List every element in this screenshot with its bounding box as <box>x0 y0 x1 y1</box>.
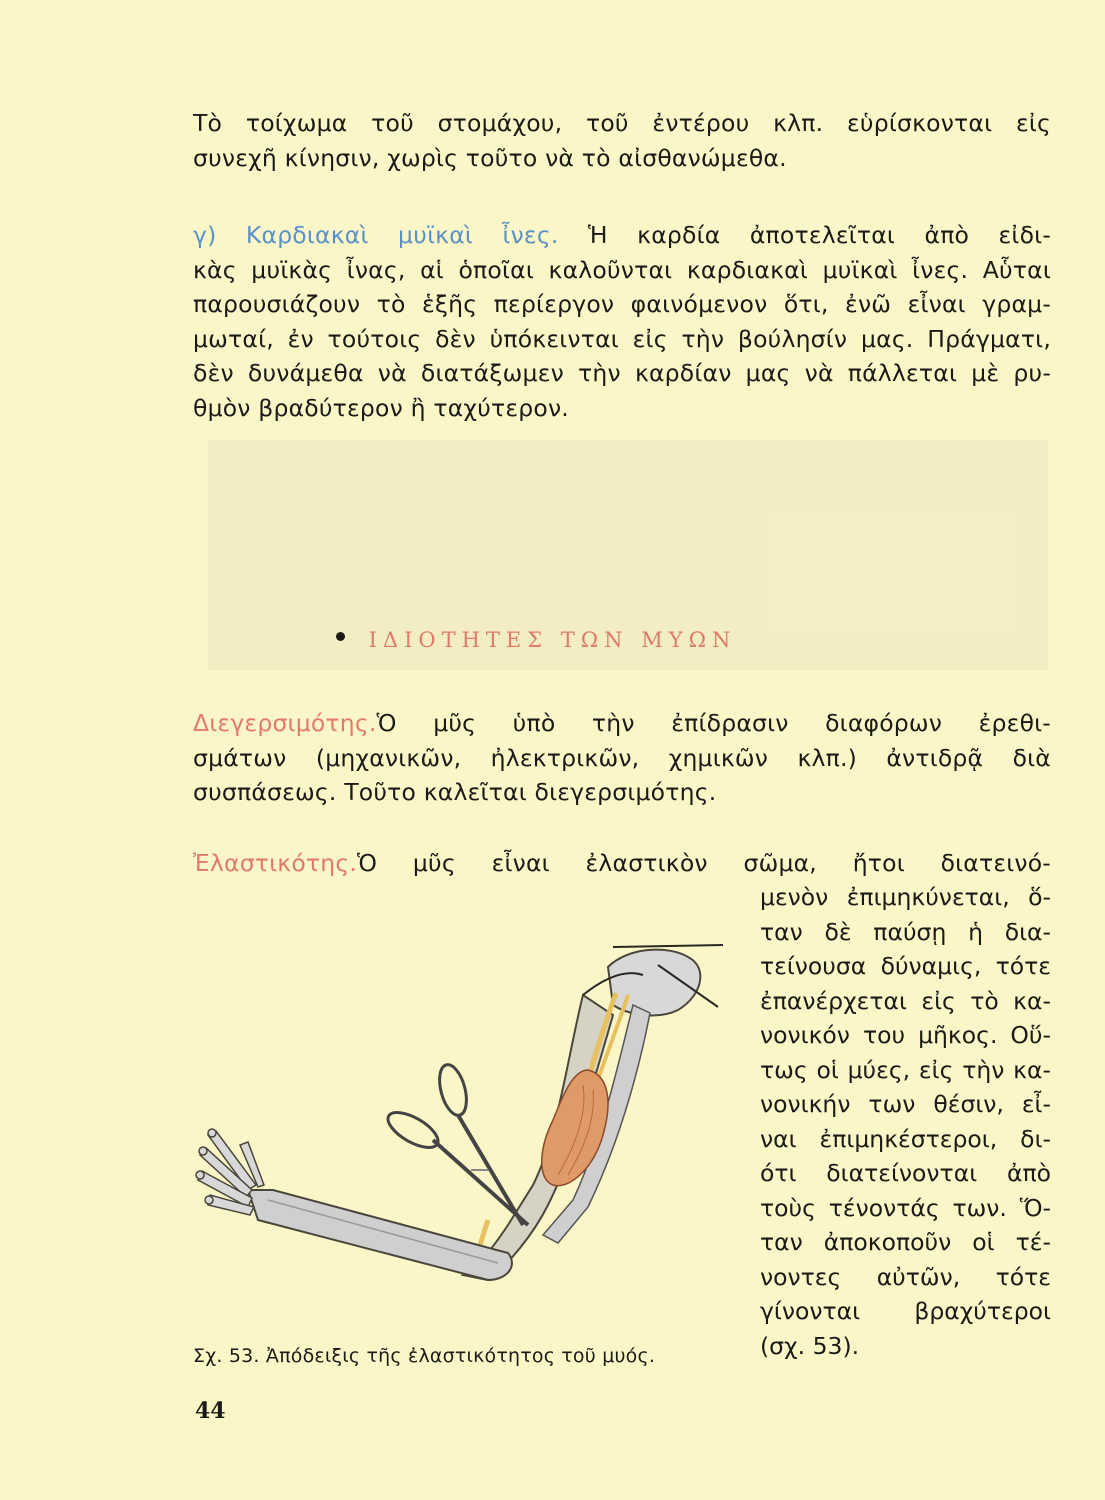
text-line: τείνουσα δύναμις, τότε <box>760 952 1051 980</box>
text-line: σμάτων (μηχανικῶν, ἠλεκτρικῶν, χημικῶν κλπ.) ἀντιδρᾷ διὰ <box>193 743 1051 772</box>
knuckle <box>205 1196 213 1204</box>
text-line: παρουσιάζουν τὸ ἑξῆς περίεργον φαινόμενον ὅτι, ἐνῶ εἶναι γραμ- <box>193 290 1051 318</box>
text-line <box>193 218 1051 253</box>
text-fragment: Ὁ μῦς εἶναι ἐλαστικὸν σῶμα, ἤτοι διατεινό- <box>357 849 1051 877</box>
figure-caption: Σχ. 53. Ἀπόδειξις τῆς ἐλαστικότητος τοῦ μυός. <box>193 1345 656 1367</box>
text-line: ταν ἀποκοποῦν οἱ τέ- <box>760 1228 1051 1256</box>
text-line: τοὺς τένοντάς των. Ὅ- <box>760 1193 1051 1222</box>
text-line: Τὸ τοίχωμα τοῦ στομάχου, τοῦ ἐντέρου κλπ. εὑρίσκονται εἰς <box>193 109 1051 137</box>
text-line: μωταί, ἐν τούτοις δὲν ὑπόκεινται εἰς τὴν βούλησίν μας. Πράγματι, <box>193 324 1051 353</box>
knuckle <box>199 1147 207 1155</box>
text-line: δὲν δυνάμεθα νὰ διατάξωμεν τὴν καρδίαν μας νὰ πάλλεται μὲ ρυ- <box>193 359 1051 387</box>
text-line <box>193 846 1051 881</box>
paragraph-digestive-movement <box>193 106 1051 175</box>
text-line: κὰς μυϊκὰς ἶνας, αἱ ὁποῖαι καλοῦνται καρδιακαὶ μυϊκαὶ ἶνες. Αὗται <box>193 255 1051 284</box>
text-line: νοντες αὐτῶν, τότε <box>760 1262 1051 1291</box>
page-number: 44 <box>195 1398 226 1424</box>
outline-line <box>613 945 723 947</box>
text-line: ταν δὲ παύσῃ ἡ δια- <box>760 917 1051 946</box>
text-line: ότι διατείνονται ἀπὸ <box>760 1159 1051 1187</box>
forearm <box>248 1190 512 1280</box>
paragraph-excitability <box>193 706 1051 810</box>
text-line: τως οἱ μύες, εἰς τὴν κα- <box>760 1055 1051 1084</box>
arm-muscle-illustration <box>188 935 738 1335</box>
text-line: μενὸν ἐπιμηκύνεται, ὅ- <box>760 883 1051 911</box>
text-line: συνεχῆ κίνησιν, χωρὶς τοῦτο νὰ τὸ αἰσθανώμεθα. <box>193 143 787 172</box>
paragraph-elasticity <box>193 846 1051 881</box>
section-title: ΙΔΙΟΤΗΤΕΣ ΤΩΝ ΜΥΩΝ <box>368 628 737 652</box>
text-line: συσπάσεως. Τοῦτο καλεῖται διεγερσιμότης. <box>193 778 717 806</box>
elasticity-column-text <box>760 880 1051 1363</box>
knuckle <box>196 1171 204 1179</box>
scissors-ring <box>383 1106 443 1155</box>
text-fragment: Ὁ μῦς ὑπὸ τὴν ἐπίδρασιν διαφόρων ἐρεθι- <box>376 709 1051 737</box>
text-line: ναι ἐπιμηκέστεροι, δι- <box>760 1124 1051 1153</box>
shoulder-bone <box>608 950 700 1016</box>
scissors-icon <box>383 1062 528 1225</box>
paragraph-cardiac-fibers <box>193 218 1051 425</box>
knuckle <box>208 1129 216 1137</box>
text-line: ἐπανέρχεται εἰς τὸ κα- <box>760 986 1051 1015</box>
excitability-heading: Διεγερσιμότης. <box>193 709 377 737</box>
text-line: γίνονται βραχύτεροι <box>760 1297 1051 1325</box>
text-line <box>193 706 1051 741</box>
scissors-ring <box>435 1062 472 1118</box>
text-line: (σχ. 53). <box>760 1331 860 1360</box>
text-line: νονικήν των θέσιν, εἶ- <box>760 1090 1051 1118</box>
elasticity-heading: Ἐλαστικότης. <box>193 849 358 877</box>
text-fragment: Ἡ καρδία ἀποτελεῖται ἀπὸ εἰδι- <box>587 221 1051 249</box>
cardiac-fibers-heading: γ) Καρδιακαὶ μυϊκαὶ ἶνες. <box>193 221 559 249</box>
text-line: νονικόν του μῆκος. Οὕ- <box>760 1021 1051 1049</box>
text-line: θμὸν βραδύτερον ἢ ταχύτερον. <box>193 393 569 422</box>
